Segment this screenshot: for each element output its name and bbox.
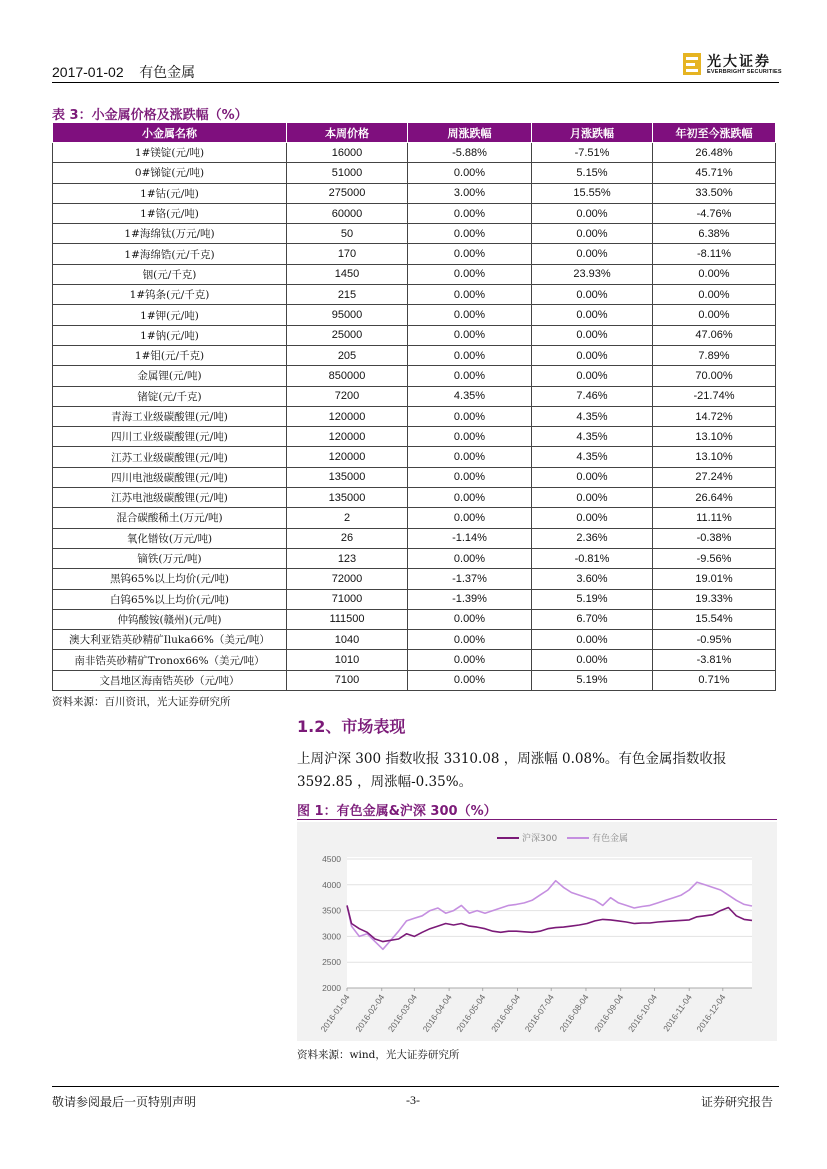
value-cell: 71000 (287, 589, 408, 609)
value-cell: 13.10% (653, 447, 776, 467)
metal-name-cell: 铟(元/千克) (53, 264, 287, 284)
footer-report-type: 证券研究报告 (701, 1095, 774, 1109)
x-tick-label: 2016-07-04 (522, 992, 556, 1034)
table-row (53, 345, 776, 365)
header-divider (52, 82, 779, 83)
page-number: -3- (406, 1093, 420, 1107)
value-cell: 13.10% (653, 427, 776, 447)
value-cell: 0.00% (408, 244, 532, 264)
table-row (53, 508, 776, 528)
value-cell: 0.00% (653, 305, 776, 325)
value-cell: 3.60% (532, 569, 653, 589)
table-row (53, 650, 776, 670)
legend-label: 有色金属 (592, 834, 629, 844)
value-cell: 0.00% (532, 285, 653, 305)
value-cell: -0.81% (532, 548, 653, 568)
column-header: 本周价格 (287, 123, 408, 143)
value-cell: 60000 (287, 203, 408, 223)
value-cell: -1.14% (408, 528, 532, 548)
metal-name-cell: 1#钾(元/吨) (53, 305, 287, 325)
value-cell: 215 (287, 285, 408, 305)
value-cell: -9.56% (653, 548, 776, 568)
value-cell: 0.00% (408, 427, 532, 447)
value-cell: 0.00% (408, 508, 532, 528)
footer-disclaimer: 敬请参阅最后一页特别声明 (52, 1095, 197, 1109)
x-tick-label: 2016-02-04 (353, 992, 387, 1034)
value-cell: 26.48% (653, 143, 776, 163)
logo-text-en: EVERBRIGHT SECURITIES (707, 69, 782, 75)
figure-source: 资料来源：wind，光大证券研究所 (297, 1049, 460, 1061)
value-cell: 0.00% (408, 548, 532, 568)
table-row (53, 609, 776, 629)
y-tick-label: 4000 (322, 879, 341, 890)
value-cell: 0.00% (532, 508, 653, 528)
value-cell: 0.00% (408, 609, 532, 629)
table-row (53, 264, 776, 284)
value-cell: 0.00% (408, 630, 532, 650)
x-tick-label: 2016-05-04 (454, 992, 488, 1034)
y-tick-label: 3500 (322, 905, 341, 916)
line-chart (297, 822, 777, 1041)
value-cell: 111500 (287, 609, 408, 629)
value-cell: -21.74% (653, 386, 776, 406)
value-cell: 51000 (287, 163, 408, 183)
value-cell: 14.72% (653, 406, 776, 426)
metal-name-cell: 1#海绵锆(元/千克) (53, 244, 287, 264)
metal-name-cell: 1#钼(元/千克) (53, 345, 287, 365)
value-cell: 26.64% (653, 488, 776, 508)
value-cell: 5.19% (532, 670, 653, 690)
section-heading: 1.2、市场表现 (297, 717, 406, 736)
value-cell: 0.00% (653, 285, 776, 305)
metal-name-cell: 南非锆英砂精矿Tronox66%（美元/吨） (53, 650, 287, 670)
metal-name-cell: 澳大利亚锆英砂精矿Iluka66%（美元/吨） (53, 630, 287, 650)
x-tick-label: 2016-03-04 (385, 992, 419, 1034)
y-tick-label: 2500 (322, 957, 341, 968)
value-cell: 47.06% (653, 325, 776, 345)
everbright-logo (683, 51, 783, 79)
value-cell: 0.00% (408, 650, 532, 670)
x-tick-label: 2016-06-04 (489, 992, 523, 1034)
table-row (53, 467, 776, 487)
value-cell: 3.00% (408, 183, 532, 203)
table-row (53, 305, 776, 325)
table-row (53, 203, 776, 223)
metal-name-cell: 文昌地区海南锆英砂（元/吨） (53, 670, 287, 690)
value-cell: 19.01% (653, 569, 776, 589)
x-tick-label: 2016-10-04 (625, 992, 660, 1034)
value-cell: 0.00% (408, 345, 532, 365)
value-cell: 0.00% (532, 630, 653, 650)
value-cell: 70.00% (653, 366, 776, 386)
market-paragraph: 上周沪深 300 指数收报 3310.08 ，周涨幅 0.08%。有色金属指数收报 3592.85 ，周涨幅-0.35%。 (297, 751, 727, 790)
value-cell: 0.00% (653, 264, 776, 284)
table-row (53, 163, 776, 183)
metal-name-cell: 锗锭(元/千克) (53, 386, 287, 406)
table-row (53, 366, 776, 386)
plot-area (347, 857, 752, 988)
table-row (53, 143, 776, 163)
value-cell: -1.39% (408, 589, 532, 609)
metal-name-cell: 1#钨条(元/千克) (53, 285, 287, 305)
metal-name-cell: 镝铁(万元/吨) (53, 548, 287, 568)
value-cell: 0.00% (532, 650, 653, 670)
value-cell: 0.00% (408, 488, 532, 508)
value-cell: 2.36% (532, 528, 653, 548)
value-cell: 120000 (287, 406, 408, 426)
metal-name-cell: 仲钨酸铵(赣州)(元/吨) (53, 609, 287, 629)
x-tick-label: 2016-08-04 (557, 992, 591, 1034)
value-cell: 16000 (287, 143, 408, 163)
metal-name-cell: 黑钨65%以上均价(元/吨) (53, 569, 287, 589)
value-cell: 5.15% (532, 163, 653, 183)
column-header: 月涨跌幅 (532, 123, 653, 143)
y-tick-label: 3000 (322, 931, 341, 942)
value-cell: 0.00% (408, 203, 532, 223)
value-cell: 135000 (287, 488, 408, 508)
x-tick-label: 2016-11-04 (661, 992, 694, 1034)
table-row (53, 244, 776, 264)
logo-text-cn: 光大证券 (707, 54, 771, 70)
y-tick-label: 4500 (322, 854, 341, 864)
x-tick-label: 2016-09-04 (592, 992, 626, 1034)
table-row (53, 427, 776, 447)
value-cell: 4.35% (532, 447, 653, 467)
value-cell: 0.00% (408, 264, 532, 284)
x-tick-label: 2016-04-04 (420, 992, 454, 1034)
value-cell: 0.00% (408, 163, 532, 183)
table-row (53, 406, 776, 426)
logo-mark-icon (683, 53, 701, 75)
value-cell: 0.00% (532, 325, 653, 345)
value-cell: 33.50% (653, 183, 776, 203)
value-cell: 7.89% (653, 345, 776, 365)
x-tick-label: 2016-12-04 (694, 992, 728, 1034)
value-cell: 7200 (287, 386, 408, 406)
report-section: 有色金属 (139, 64, 196, 80)
value-cell: 0.00% (532, 244, 653, 264)
value-cell: 1040 (287, 630, 408, 650)
value-cell: 4.35% (532, 406, 653, 426)
value-cell: 5.19% (532, 589, 653, 609)
metal-name-cell: 混合碳酸稀土(万元/吨) (53, 508, 287, 528)
metal-name-cell: 金属锂(元/吨) (53, 366, 287, 386)
metal-name-cell: 江苏工业级碳酸锂(元/吨) (53, 447, 287, 467)
value-cell: 45.71% (653, 163, 776, 183)
table-header-row (53, 123, 776, 143)
value-cell: 0.00% (408, 325, 532, 345)
value-cell: 0.00% (408, 285, 532, 305)
metal-name-cell: 1#钴(元/吨) (53, 183, 287, 203)
value-cell: 0.00% (408, 467, 532, 487)
value-cell: 0.00% (532, 203, 653, 223)
value-cell: 0.00% (408, 224, 532, 244)
metal-name-cell: 青海工业级碳酸锂(元/吨) (53, 406, 287, 426)
value-cell: 6.70% (532, 609, 653, 629)
table-row (53, 569, 776, 589)
value-cell: 7.46% (532, 386, 653, 406)
value-cell: 7100 (287, 670, 408, 690)
metal-name-cell: 1#海绵钛(万元/吨) (53, 224, 287, 244)
value-cell: 120000 (287, 427, 408, 447)
metal-name-cell: 0#锑锭(元/吨) (53, 163, 287, 183)
value-cell: 120000 (287, 447, 408, 467)
value-cell: 4.35% (532, 427, 653, 447)
report-date: 2017-01-02 (52, 64, 124, 80)
chart-panel (297, 822, 777, 1041)
y-tick-label: 2000 (322, 983, 341, 993)
value-cell: 0.00% (408, 447, 532, 467)
value-cell: 170 (287, 244, 408, 264)
value-cell: 72000 (287, 569, 408, 589)
small-metals-table (52, 122, 776, 691)
table-row (53, 528, 776, 548)
table-row (53, 285, 776, 305)
value-cell: -7.51% (532, 143, 653, 163)
column-header: 周涨跌幅 (408, 123, 532, 143)
value-cell: 15.54% (653, 609, 776, 629)
table-row (53, 447, 776, 467)
table-row (53, 488, 776, 508)
value-cell: 0.71% (653, 670, 776, 690)
metal-name-cell: 白钨65%以上均价(元/吨) (53, 589, 287, 609)
metal-name-cell: 四川工业级碳酸锂(元/吨) (53, 427, 287, 447)
table-title: 表 3：小金属价格及涨跌幅（%） (52, 108, 248, 123)
value-cell: 11.11% (653, 508, 776, 528)
value-cell: 0.00% (532, 345, 653, 365)
value-cell: 26 (287, 528, 408, 548)
value-cell: 135000 (287, 467, 408, 487)
table-row (53, 630, 776, 650)
value-cell: 0.00% (532, 488, 653, 508)
value-cell: -8.11% (653, 244, 776, 264)
value-cell: 1010 (287, 650, 408, 670)
metal-name-cell: 1#钠(元/吨) (53, 325, 287, 345)
value-cell: 0.00% (532, 224, 653, 244)
value-cell: 0.00% (532, 305, 653, 325)
value-cell: 275000 (287, 183, 408, 203)
value-cell: 1450 (287, 264, 408, 284)
value-cell: 25000 (287, 325, 408, 345)
metal-name-cell: 1#铬(元/吨) (53, 203, 287, 223)
column-header: 小金属名称 (53, 123, 287, 143)
figure-title-rule (297, 819, 777, 820)
table-source: 资料来源：百川资讯，光大证券研究所 (52, 696, 231, 708)
table-row (53, 386, 776, 406)
value-cell: 0.00% (532, 467, 653, 487)
footer-divider (52, 1086, 779, 1087)
figure-title: 图 1：有色金属&沪深 300（%） (297, 804, 497, 819)
value-cell: 23.93% (532, 264, 653, 284)
table-row (53, 325, 776, 345)
x-tick-label: 2016-01-04 (318, 992, 352, 1034)
table-row (53, 548, 776, 568)
value-cell: 4.35% (408, 386, 532, 406)
value-cell: 50 (287, 224, 408, 244)
legend-label: 沪深300 (522, 834, 558, 844)
value-cell: 15.55% (532, 183, 653, 203)
metal-name-cell: 四川电池级碳酸锂(元/吨) (53, 467, 287, 487)
metal-name-cell: 氧化镨钕(万元/吨) (53, 528, 287, 548)
value-cell: 123 (287, 548, 408, 568)
value-cell: 19.33% (653, 589, 776, 609)
value-cell: 850000 (287, 366, 408, 386)
value-cell: 95000 (287, 305, 408, 325)
header-date-section (52, 62, 195, 82)
metal-name-cell: 1#镁锭(元/吨) (53, 143, 287, 163)
value-cell: 6.38% (653, 224, 776, 244)
value-cell: -0.95% (653, 630, 776, 650)
value-cell: -5.88% (408, 143, 532, 163)
value-cell: -0.38% (653, 528, 776, 548)
table-row (53, 589, 776, 609)
value-cell: -4.76% (653, 203, 776, 223)
metal-name-cell: 江苏电池级碳酸锂(元/吨) (53, 488, 287, 508)
value-cell: 0.00% (408, 366, 532, 386)
value-cell: 0.00% (408, 670, 532, 690)
value-cell: -1.37% (408, 569, 532, 589)
table-row (53, 183, 776, 203)
value-cell: 0.00% (408, 305, 532, 325)
column-header: 年初至今涨跌幅 (653, 123, 776, 143)
value-cell: -3.81% (653, 650, 776, 670)
value-cell: 0.00% (408, 406, 532, 426)
value-cell: 27.24% (653, 467, 776, 487)
table-row (53, 670, 776, 690)
value-cell: 205 (287, 345, 408, 365)
table-row (53, 224, 776, 244)
value-cell: 2 (287, 508, 408, 528)
value-cell: 0.00% (532, 366, 653, 386)
